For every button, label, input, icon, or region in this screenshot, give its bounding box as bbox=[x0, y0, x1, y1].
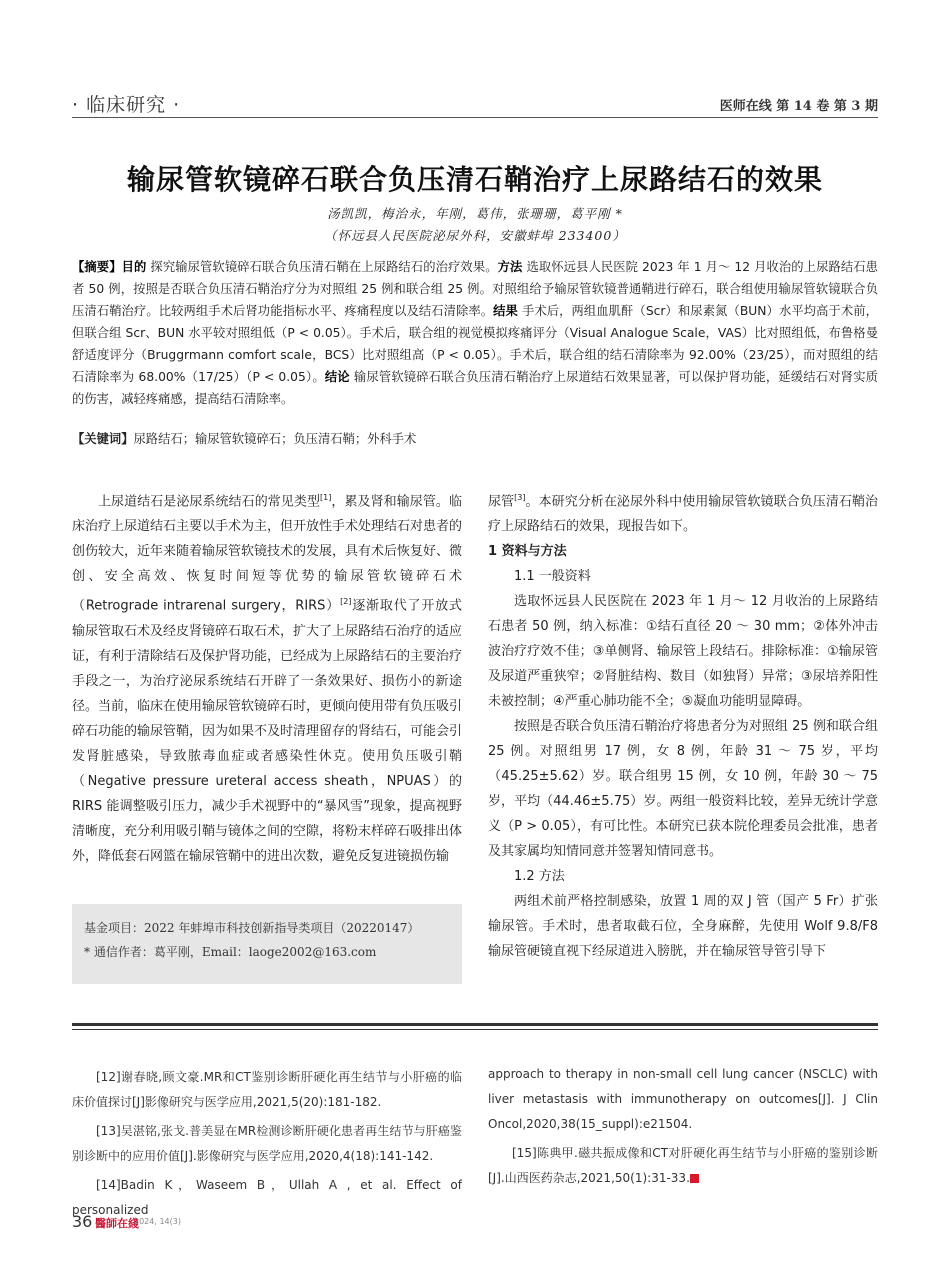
conclusion-text: 输尿管软镜碎石联合负压清石鞘治疗上尿道结石效果显著，可以保护肾功能，延缓结石对肾实质的伤害，减轻疼痛感，提高结石清除率。 bbox=[72, 370, 878, 406]
abstract-label: 【摘要】 bbox=[72, 260, 122, 274]
subsection-heading-general: 1.1 一般资料 bbox=[514, 569, 591, 585]
authors: 汤凯凯，梅治永，年刚，葛伟，张珊珊，葛平刚 * bbox=[327, 206, 623, 221]
section-heading-methods: 1 资料与方法 bbox=[488, 544, 567, 560]
method-label: 方法 bbox=[497, 260, 523, 274]
purpose-label: 目的 bbox=[121, 260, 147, 274]
funding-box bbox=[72, 904, 462, 984]
method-text: 选取怀远县人民医院 2023 年 1 月～ 12 月收治的上尿路结石患者 50 例，按照是否联合负压清石鞘治疗分为对照组 25 例和联合组 25 例。对照组给予输尿管软镜普通鞘进行碎石，联合组使用输尿管软镜联合负压清石鞘治疗。比较两组手术后肾功能指标水平、疼痛程度以及结石清除率。 bbox=[72, 260, 878, 318]
intro-cont-text-1: 尿管 bbox=[488, 494, 515, 510]
body-left-column bbox=[72, 485, 462, 869]
result-text: 手术后，两组血肌酐（Scr）和尿素氮（BUN）水平均高于术前，但联合组 Scr、BUN 水平较对照组低（P < 0.05）。手术后，联合组的视觉模拟疼痛评分（Visual Analogue Scale，VAS）比对照组低，布鲁格曼舒适度评分（Bruggrmann comfort scale，BCS）比对照组高（P < 0.05）。手术后，联合组的结石清除率为 92.00%（23/25），而对照组的结石清除率为 68.00%（17/25）（P < 0.05）。 bbox=[72, 304, 878, 384]
intro-text-2: ，累及肾和输尿管。临床治疗上尿道结石主要以手术为主，但开放性手术处理结石对患者的创伤较大，近年来随着输尿管软镜技术的发展，具有术后恢复好、微创、安全高效、恢复时间短等优势的输尿管软镜碎石术（Retrograde intrarenal surgery，RIRS） bbox=[72, 494, 463, 614]
reference-rule-thin bbox=[72, 1029, 878, 1030]
corresponding-author: * 通信作者：葛平刚，Email：laoge2002@163.com bbox=[84, 945, 377, 959]
abstract bbox=[72, 256, 878, 410]
journal-issue: 医师在线 第 14 卷 第 3 期 bbox=[719, 99, 878, 114]
general-data-paragraph: 选取怀远县人民医院在 2023 年 1 月～ 12 月收治的上尿路结石患者 50 例，纳入标准：①结石直径 20 ～ 30 mm；②体外冲击波治疗疗效不佳；③单侧肾、输尿管上段结石。排除标准：①输尿管及尿道严重狭窄；②肾脏结构、数目（如独肾）异常；③尿培养阳性未被控制；④严重心肺功能不全；⑤凝血功能明显障碍。 bbox=[488, 594, 878, 710]
references-left bbox=[72, 1065, 462, 1227]
citation-3[interactable]: [3] bbox=[514, 493, 526, 502]
subsection-heading-methods: 1.2 方法 bbox=[514, 869, 565, 885]
citation-2[interactable]: [2] bbox=[340, 597, 352, 607]
reference-item: [14]Badin K，Waseem B，Ullah A , et al. Effect of personalized bbox=[72, 1178, 462, 1217]
methods-paragraph: 两组术前严格控制感染，放置 1 周的双 J 管（国产 5 Fr）扩张输尿管。手术时，患者取截石位，全身麻醉，先使用 Wolf 9.8/F8 输尿管硬镜直视下经尿道进入膀胱，并在输尿管导管引导下 bbox=[488, 894, 878, 960]
keywords-text: 尿路结石；输尿管软镜碎石；负压清石鞘；外科手术 bbox=[133, 432, 417, 446]
article-title: 输尿管软镜碎石联合负压清石鞘治疗上尿路结石的效果 bbox=[126, 163, 823, 196]
citation-1[interactable]: [1] bbox=[320, 493, 332, 502]
funding-line: 基金项目：2022 年蚌埠市科技创新指导类项目（20220147） bbox=[84, 921, 420, 935]
keywords bbox=[72, 428, 878, 450]
affiliation: （怀远县人民医院泌尿外科，安徽蚌埠 233400） bbox=[324, 228, 626, 243]
intro-continued bbox=[488, 485, 878, 539]
purpose-text: 探究输尿管软镜碎石联合负压清石鞘在上尿路结石的治疗效果。 bbox=[146, 260, 498, 274]
references-right bbox=[488, 1062, 878, 1195]
journal-logo: 醫師在綫 bbox=[95, 1217, 139, 1230]
page-number: 36 bbox=[72, 1212, 93, 1231]
reference-item: approach to therapy in non-small cell lung cancer (NSCLC) with liver metastasis with immunotherapy on outcomes[J]. J Clin Oncol,2020,38(15_suppl):e21504. bbox=[488, 1067, 878, 1131]
reference-item bbox=[488, 1141, 878, 1191]
end-mark-icon bbox=[690, 1174, 699, 1183]
conclusion-label: 结论 bbox=[324, 370, 350, 384]
grouping-paragraph: 按照是否联合负压清石鞘治疗将患者分为对照组 25 例和联合组 25 例。对照组男 17 例，女 8 例，年龄 31 ～ 75 岁，平均（45.25±5.62）岁。联合组男 15 例，女 10 例，年龄 30 ～ 75 岁，平均（44.46±5.75）岁。两组一般资料比较，差异无统计学意义（P > 0.05），有可比性。本研究已获本院伦理委员会批准，患者及其家属均知情同意并签署知情同意书。 bbox=[488, 719, 878, 860]
reference-rule-thick bbox=[72, 1023, 878, 1026]
reference-item: [13]吴湛铭,张戈.普美显在MR检测诊断肝硬化患者再生结节与肝癌鉴别诊断中的应用价值[J].影像研究与医学应用,2020,4(18):141-142. bbox=[72, 1124, 462, 1163]
header-rule bbox=[72, 117, 878, 118]
section-label: · 临床研究 · bbox=[72, 94, 181, 116]
reference-item: [12]谢春晓,顾文豪.MR和CT鉴别诊断肝硬化再生结节与小肝癌的临床价值探讨[J]影像研究与医学应用,2021,5(20):181-182. bbox=[72, 1070, 462, 1109]
reference-text: [15]陈典甲.磁共振成像和CT对肝硬化再生结节与小肝癌的鉴别诊断[J].山西医药杂志,2021,50(1):31-33. bbox=[488, 1146, 878, 1185]
intro-text-3: 逐渐取代了开放式输尿管取石术及经皮肾镜碎石取石术，扩大了上尿路结石治疗的适应证，有利于清除结石及保护肾功能，已经成为上尿路结石的主要治疗手段之一，为治疗泌尿系统结石开辟了一条效果好、损伤小的新途径。当前，临床在使用输尿管软镜碎石时，更倾向使用带有负压吸引碎石功能的输尿管鞘，因为如果不及时清理留存的肾结石，可能会引发肾脏感染，导致脓毒血症或者感染性休克。使用负压吸引鞘（Negative pressure ureteral access sheath，NPUAS）的 RIRS 能调整吸引压力，减少手术视野中的“暴风雪”现象，提高视野清晰度，充分利用吸引鞘与镜体之间的空隙，将粉末样碎石吸排出体外，降低套石网篮在输尿管鞘中的进出次数，避免反复进镜损伤输 bbox=[72, 598, 463, 864]
issue-date: 2024, 14(3) bbox=[134, 1217, 181, 1226]
body-right-column bbox=[488, 485, 878, 964]
keywords-label: 【关键词】 bbox=[72, 432, 134, 446]
result-label: 结果 bbox=[493, 304, 518, 318]
intro-cont-text-2: 。本研究分析在泌尿外科中使用输尿管软镜联合负压清石鞘治疗上尿路结石的效果，现报告如下。 bbox=[488, 494, 878, 535]
intro-paragraph bbox=[72, 485, 462, 869]
intro-text-1: 上尿道结石是泌尿系统结石的常见类型 bbox=[98, 494, 321, 510]
